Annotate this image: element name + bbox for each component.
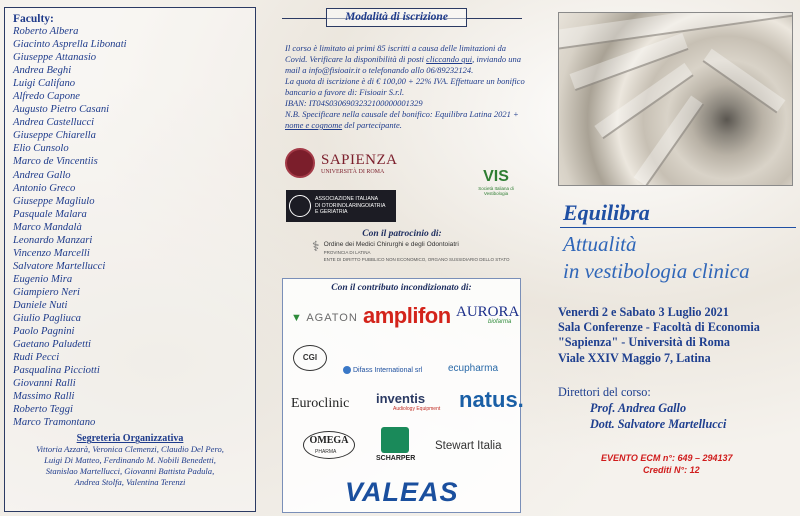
ecm-info — [601, 452, 733, 476]
omceo-logo — [312, 241, 510, 264]
faculty-member: Elio Cunsolo — [13, 143, 69, 155]
sapienza-logo — [285, 148, 398, 178]
registration-title: Modalità di iscrizione — [326, 8, 467, 27]
difass-name: Difass International srl — [353, 366, 423, 374]
registration-fee: La quota di iscrizione è di € 100,00 + 22% IVA. Effettuare un bonifico bancario a favore di: Fisioair S.r.l. — [285, 76, 525, 97]
registration-contact-text: , inviando una mail a info@fisioair.it o telefonando allo 06/89232124. — [285, 54, 522, 75]
difass-logo — [343, 366, 422, 374]
aooi-line-2: DI OTORINOLARINGOIATRIA — [315, 202, 386, 209]
event-subtitle-1: Attualità — [563, 232, 637, 256]
aooi-line-1: ASSOCIAZIONE ITALIANA — [315, 196, 379, 203]
faculty-member: Daniele Nuti — [13, 299, 68, 311]
event-details — [558, 305, 760, 366]
aurora-sub: biofarma — [488, 319, 512, 325]
agaton-logo — [291, 312, 358, 324]
omceo-name: Ordine dei Medici Chirurghi e degli Odontoiatri — [323, 241, 459, 248]
registration-iban: IBAN: IT04S0306903232100000001329 — [285, 98, 423, 108]
registration-note: N.B. Specificare nella causale del bonifico: Equilibra Latina 2021 + — [285, 109, 519, 119]
event-subtitle-2: in vestibologia clinica — [563, 259, 750, 283]
faculty-member: Rudi Pecci — [13, 352, 60, 364]
sapienza-sub: UNIVERSITÀ DI ROMA — [321, 168, 385, 175]
triangle-icon: ▼ — [291, 312, 303, 324]
registration-limit-text: Il corso è limitato ai primi 85 iscritti a causa delle limitazioni da Covid. Verificare la disponibilità di posti — [285, 43, 506, 64]
faculty-member: Vincenzo Marcelli — [13, 247, 90, 259]
omceo-province: PROVINCIA DI LATINA — [323, 249, 371, 255]
sponsors-title: Con il contributo incondizionato di: — [331, 283, 472, 293]
scharper-emblem-icon — [381, 427, 409, 453]
faculty-member: Leonardo Manzari — [13, 234, 93, 246]
directors-title: Direttori del corso: — [558, 385, 651, 399]
omega-sub: PHARMA — [315, 449, 337, 455]
euroclinic-logo: Euroclinic — [291, 396, 350, 411]
registration-text — [285, 43, 525, 131]
caduceus-icon: ⚕ — [312, 240, 320, 255]
patronage-title: Con il patrocinio di: — [362, 229, 442, 239]
vis-sub: Società Italiana di Vestibologia — [478, 186, 514, 196]
ecm-credits: Crediti N°: 12 — [643, 465, 700, 475]
aooi-emblem-icon — [289, 195, 311, 217]
click-here-link[interactable]: cliccando qui — [426, 54, 473, 64]
faculty-title: Faculty: — [13, 13, 54, 25]
aooi-line-3: E GERIATRIA — [315, 209, 348, 216]
omceo-sub: ENTE DI DIRITTO PUBBLICO NON ECONOMICO, ORGANO SUSSIDIARIO DELLO STATO — [323, 257, 510, 262]
faculty-member: Antonio Greco — [13, 182, 76, 194]
ecupharma-logo: ecupharma — [448, 363, 499, 374]
sapienza-seal-icon — [285, 148, 315, 178]
sapienza-name: SAPIENZA — [321, 151, 398, 168]
inventis-sub: Audiology Equipment — [393, 406, 441, 412]
faculty-member: Giuseppe Magliulo — [13, 195, 95, 207]
faculty-member: Giovanni Ralli — [13, 378, 76, 390]
valeas-logo: VALEAS — [345, 477, 459, 507]
photo-step — [703, 49, 786, 114]
faculty-member: Massimo Ralli — [13, 391, 75, 403]
secretariat-line: Luigi Di Matteo, Ferdinando M. Nobili Benedetti, — [44, 455, 216, 466]
aooi-logo — [286, 190, 396, 222]
faculty-member: Pasquale Malara — [13, 208, 87, 220]
faculty-member: Giacinto Asprella Libonati — [13, 39, 127, 51]
faculty-panel — [4, 7, 256, 512]
omega-logo: OMEGA — [303, 431, 355, 459]
registration-note-end: del partecipante. — [342, 120, 402, 130]
dot-icon — [343, 366, 351, 374]
event-address: Viale XXIV Maggio 7, Latina — [558, 350, 711, 365]
staircase-photo — [558, 12, 793, 186]
director-1: Prof. Andrea Gallo — [590, 401, 687, 415]
faculty-member: Marco Mandalà — [13, 221, 82, 233]
agaton-name: AGATON — [306, 312, 358, 324]
faculty-member: Giuseppe Attanasio — [13, 52, 97, 64]
faculty-member: Marco Tramontano — [13, 417, 96, 429]
secretariat-line: Vittoria Azzarà, Veronica Clemenzi, Claudio Del Pero, — [36, 444, 224, 455]
faculty-member: Giulio Pagliuca — [13, 313, 81, 325]
vis-logo — [472, 153, 520, 211]
faculty-member: Salvatore Martellucci — [13, 260, 106, 272]
director-2: Dott. Salvatore Martellucci — [590, 416, 727, 431]
secretariat-title: Segreteria Organizzativa — [76, 433, 184, 445]
ecm-number: EVENTO ECM n°: 649 – 294137 — [601, 453, 733, 463]
vis-mark: VIS — [483, 168, 509, 185]
secretariat-line: Stanislao Martellucci, Giovanni Battista Padula, — [45, 466, 215, 477]
faculty-member: Giuseppe Chiarella — [13, 130, 96, 142]
faculty-member: Roberto Albera — [13, 26, 79, 37]
secretariat-line: Andrea Stolfa, Valentina Terenzi — [74, 477, 186, 488]
faculty-member: Andrea Gallo — [13, 169, 71, 181]
title-underline — [560, 227, 796, 228]
stewart-logo: Stewart Italia — [435, 440, 502, 452]
aurora-logo: AURORA — [456, 304, 520, 320]
cgi-logo: CGI — [293, 345, 327, 371]
inventis-logo: inventis — [376, 391, 426, 406]
directors-list — [590, 401, 726, 432]
event-title: Equilibra — [563, 200, 650, 225]
faculty-member: Eugenio Mira — [13, 273, 73, 285]
event-date: Venerdì 2 e Sabato 3 Luglio 2021 — [558, 305, 729, 319]
faculty-list — [13, 25, 247, 429]
natus-logo: natus. — [459, 387, 524, 412]
faculty-member: Gaetano Paludetti — [13, 339, 91, 351]
institution-logos — [282, 145, 522, 280]
secretariat-names — [13, 444, 247, 488]
name-surname-underlined: nome e cognome — [285, 120, 343, 130]
amplifon-logo: amplifon — [363, 303, 451, 328]
faculty-member: Giampiero Neri — [13, 286, 80, 298]
faculty-member: Luigi Califano — [13, 78, 76, 90]
faculty-member: Paolo Pagnini — [13, 326, 75, 338]
faculty-member: Augusto Pietro Casani — [13, 104, 110, 116]
event-venue-2: "Sapienza" - Università di Roma — [558, 335, 730, 350]
faculty-member: Alfredo Capone — [13, 91, 80, 103]
faculty-member: Marco de Vincentiis — [13, 156, 98, 168]
sponsors-panel — [282, 278, 524, 513]
faculty-member: Roberto Teggi — [13, 404, 73, 416]
faculty-member: Pasqualina Picciotti — [13, 365, 100, 377]
faculty-member: Andrea Beghi — [13, 65, 72, 77]
scharper-logo: SCHARPER — [376, 455, 416, 462]
faculty-member: Andrea Castellucci — [13, 117, 95, 129]
event-venue-1: Sala Conferenze - Facoltà di Economia — [558, 320, 760, 335]
